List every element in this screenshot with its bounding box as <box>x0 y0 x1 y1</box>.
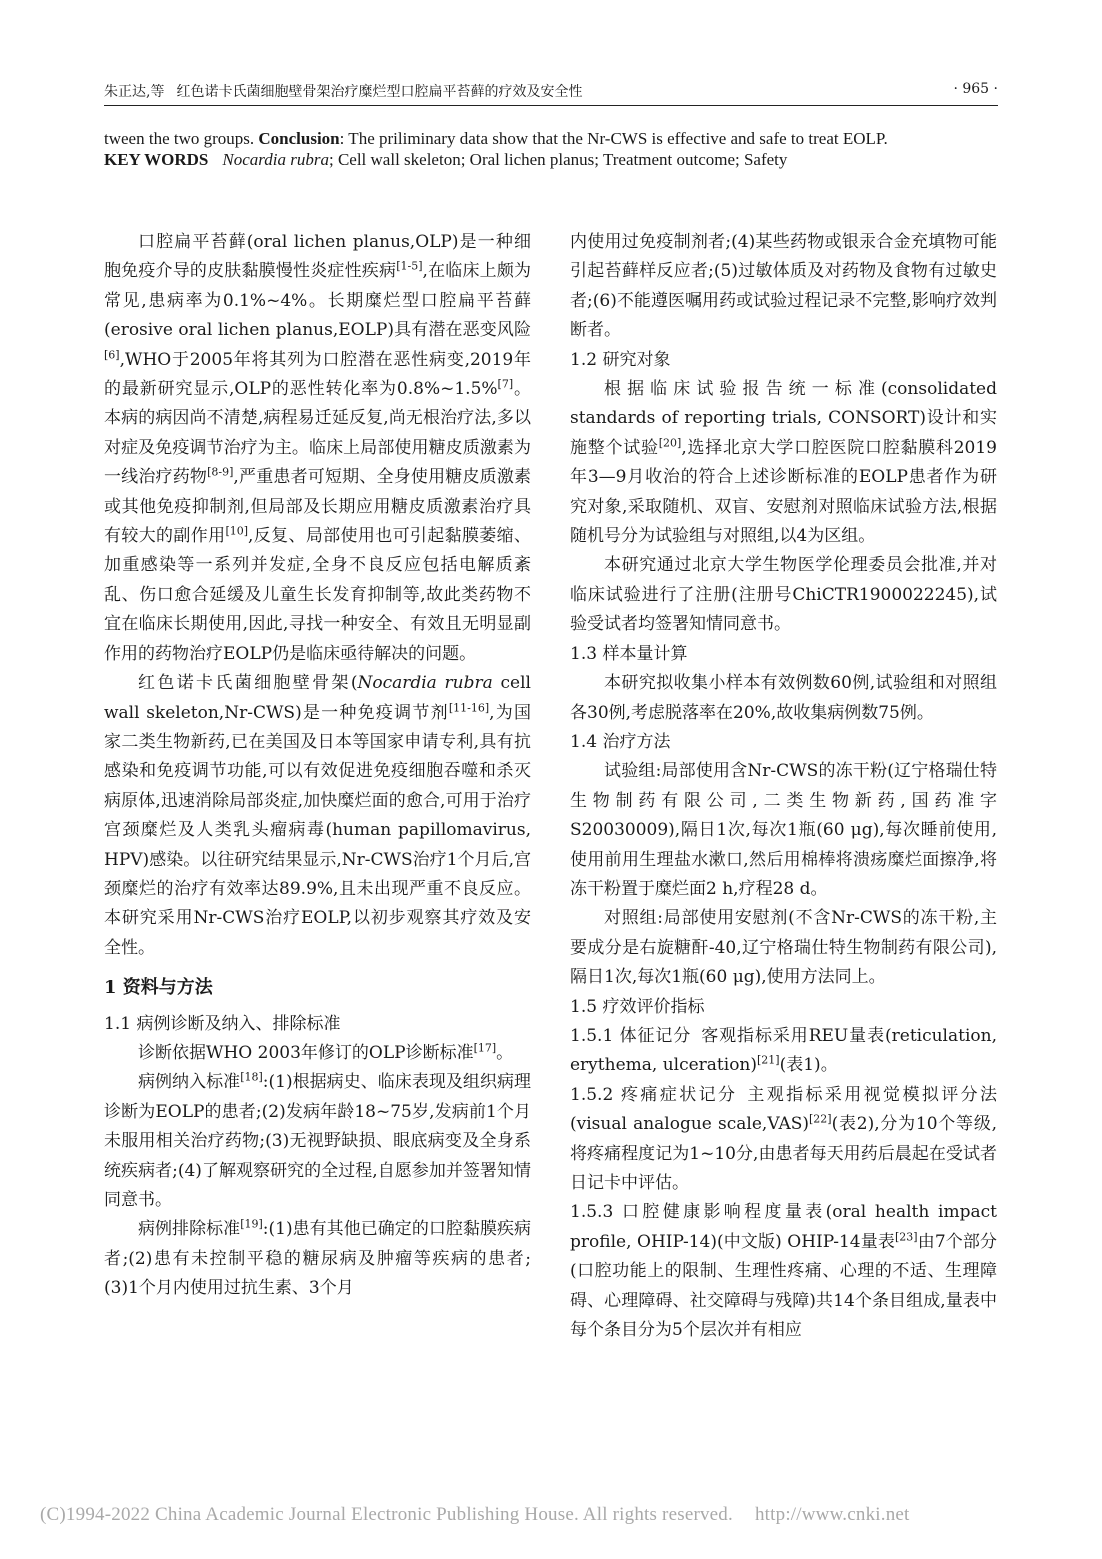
body-paragraph <box>104 1068 531 1215</box>
text: 主观指标采用视觉模拟评分法(visual analogue scale,VAS) <box>570 1084 997 1135</box>
keywords-line <box>104 149 944 170</box>
body-paragraph <box>104 228 531 669</box>
text: 病例纳入标准 <box>138 1072 241 1093</box>
subsubsection-heading: 1.5.3 口腔健康影响程度量表 <box>570 1202 826 1223</box>
body-paragraph <box>104 669 531 963</box>
text: ,反复、局部使用也可引起黏膜萎缩、加重感染等一系列并发症,全身不良反应包括电解质紊乱、伤口愈合延缓及儿童生长发育抑制等,故此类药物不宜在临床长期使用,因此,寻找一种安全、有效且无明显副作用的药物治疗EOLP仍是临床亟待解决的问题。 <box>104 526 531 664</box>
citation: [1-5] <box>396 259 423 273</box>
text: 病例排除标准 <box>138 1219 241 1240</box>
copyright-text: (C)1994-2022 China Academic Journal Electronic Publishing House. All rights reserved. <box>40 1504 733 1525</box>
keywords-text: ; Cell wall skeleton; Oral lichen planus; Treatment outcome; Safety <box>328 150 788 169</box>
section-heading: 1 资料与方法 <box>104 977 213 999</box>
running-header <box>104 79 998 106</box>
keywords-label: KEY WORDS <box>104 150 209 169</box>
body-paragraph <box>570 1198 997 1345</box>
text: 。本病的病因尚不清楚,病程易迁延反复,尚无根治疗法,多以对症及免疫调节治疗为主。临床上局部使用糖皮质激素为一线治疗药物 <box>104 379 531 488</box>
subsection-heading: 1.4 治疗方法 <box>570 731 671 752</box>
text: 口腔扁平苔藓(oral lichen planus,OLP)是一种细胞免疫介导的皮肤黏膜慢性炎症性疾病 <box>104 232 531 282</box>
body-paragraph: 试验组:局部使用含Nr-CWS的冻干粉(辽宁格瑞仕特生物制药有限公司,二类生物新药,国药准字S20030009),隔日1次,每次1瓶(60 μg),每次睡前使用,使用前用生理盐水漱口,然后用棉棒将溃疡糜烂面擦净,将冻干粉置于糜烂面2 h,疗程28 d。 <box>570 761 997 899</box>
text: ,为国家二类生物新药,已在美国及日本等国家申请专利,具有抗感染和免疫调节功能,可以有效促进免疫细胞吞噬和杀灭病原体,迅速消除局部炎症,加快糜烂面的愈合,可用于治疗宫颈糜烂及人类乳头瘤病毒(human papillomavirus, HPV)感染。以往研究结果显示,Nr-CWS治疗1个月后,宫颈糜烂的治疗有效率达89.9%,且未出现严重不良反应。本研究采用Nr-CWS治疗EOLP,以初步观察其疗效及安全性。 <box>104 702 531 958</box>
conclusion-label: Conclusion <box>258 129 340 148</box>
right-column <box>570 228 997 1345</box>
text: :(1)患有其他已确定的口腔黏膜疾病者;(2)患有未控制平稳的糖尿病及肿瘤等疾病的患者;(3)1个月内使用过抗生素、3个月 <box>104 1219 532 1299</box>
text: cell wall skeleton,Nr-CWS)是一种免疫调节剂 <box>104 673 531 723</box>
body-paragraph <box>570 1081 997 1199</box>
left-column <box>104 228 531 1304</box>
body-paragraph <box>104 1215 531 1303</box>
text: 诊断依据WHO 2003年修订的OLP诊断标准 <box>138 1042 474 1063</box>
text: 根据临床试验报告统一标准(consolidated standards of reporting trials, CONSORT)设计和实施整个试验 <box>570 379 997 458</box>
citation: [22] <box>809 1112 832 1126</box>
subsection-heading: 1.5 疗效评价指标 <box>570 996 705 1017</box>
abstract-tail <box>104 128 944 170</box>
body-paragraph: 本研究通过北京大学生物医学伦理委员会批准,并对临床试验进行了注册(注册号ChiCTR1900022245),试验受试者均签署知情同意书。 <box>570 555 997 635</box>
text: ,WHO于2005年将其列为口腔潜在恶性病变,2019年的最新研究显示,OLP的恶性转化率为0.8%~1.5% <box>104 349 531 400</box>
text: (表2),分为10个等级,将疼痛程度记为1~10分,由患者每天用药后晨起在受试者日记卡中评估。 <box>570 1114 997 1193</box>
citation: [18] <box>240 1070 263 1084</box>
text: :(1)根据病史、临床表现及组织病理诊断为EOLP的患者;(2)发病年龄18~75岁,发病前1个月未服用相关治疗药物;(3)无视野缺损、眼底病变及全身系统疾病者;(4)了解观察研究的全过程,自愿参加并签署知情同意书。 <box>104 1072 532 1210</box>
copyright-footer <box>40 1504 910 1526</box>
abstract-text: tween the two groups. <box>104 129 259 148</box>
text: 。 <box>496 1042 514 1063</box>
citation: [7] <box>497 377 514 391</box>
citation: [11-16] <box>448 700 490 714</box>
header-authors: 朱正达,等 <box>104 84 165 100</box>
citation: [21] <box>757 1053 780 1067</box>
subsubsection-heading: 1.5.2 疼痛症状记分 <box>570 1084 738 1105</box>
subsection-heading: 1.3 样本量计算 <box>570 643 688 664</box>
citation: [17] <box>473 1041 497 1055</box>
page-number: · 965 · <box>953 81 998 97</box>
text: ,在临床上颇为常见,患病率为0.1%~4%。长期糜烂型口腔扁平苔藓(erosive oral lichen planus,EOLP)具有潜在恶变风险 <box>104 261 532 341</box>
text: ,选择北京大学口腔医院口腔黏膜科2019年3—9月收治的符合上述诊断标准的EOLP患者作为研究对象,采取随机、双盲、安慰剂对照临床试验方法,根据随机号分为试验组与对照组,以4为区组。 <box>570 437 997 547</box>
body-paragraph: 本研究拟收集小样本有效例数60例,试验组和对照组各30例,考虑脱落率在20%,故收集病例数75例。 <box>570 673 997 723</box>
subsection-heading: 1.2 研究对象 <box>570 349 671 370</box>
text: 红色诺卡氏菌细胞壁骨架( <box>138 673 358 694</box>
keyword-italic: Nocardia rubra <box>222 150 329 169</box>
subsubsection-heading: 1.5.1 体征记分 <box>570 1025 692 1046</box>
conclusion-paragraph <box>104 128 944 149</box>
text: 客观指标采用REU量表(reticulation, erythema, ulceration) <box>570 1025 997 1076</box>
citation: [23] <box>894 1230 918 1244</box>
body-paragraph: 对照组:局部使用安慰剂(不含Nr-CWS的冻干粉,主要成分是右旋糖酐-40,辽宁格瑞仕特生物制药有限公司),隔日1次,每次1瓶(60 μg),使用方法同上。 <box>570 908 997 988</box>
citation: [10] <box>225 524 249 538</box>
body-paragraph <box>570 375 997 551</box>
citation: [8-9] <box>207 465 234 479</box>
body-paragraph <box>104 1039 531 1068</box>
text: ,严重患者可短期、全身使用糖皮质激素或其他免疫抑制剂,但局部及长期应用糖皮质激素治疗具有较大的副作用 <box>104 467 532 547</box>
header-left <box>104 81 582 101</box>
body-paragraph <box>570 1022 997 1081</box>
subsection-heading: 1.1 病例诊断及纳入、排除标准 <box>104 1013 341 1034</box>
italic-text: Nocardia rubra <box>357 673 493 694</box>
text: (表1)。 <box>779 1055 838 1076</box>
citation: [6] <box>104 347 120 361</box>
body-paragraph: 内使用过免疫制剂者;(4)某些药物或银汞合金充填物可能引起苔藓样反应者;(5)过敏体质及对药物及食物有过敏史者;(6)不能遵医嘱用药或试验过程记录不完整,影响疗效判断者。 <box>570 232 997 341</box>
header-title: 红色诺卡氏菌细胞壁骨架治疗糜烂型口腔扁平苔藓的疗效及安全性 <box>176 84 583 100</box>
citation: [20] <box>658 436 682 450</box>
footer-url[interactable]: http://www.cnki.net <box>754 1504 910 1525</box>
text: (oral health impact profile, OHIP-14)(中文版) OHIP-14量表 <box>570 1202 997 1252</box>
text: 由7个部分(口腔功能上的限制、生理性疼痛、心理的不适、生理障碍、心理障碍、社交障碍与残障)共14个条目组成,量表中每个条目分为5个层次并有相应 <box>570 1231 997 1341</box>
abstract-text: : The priliminary data show that the Nr-CWS is effective and safe to treat EOLP. <box>339 129 888 148</box>
citation: [19] <box>240 1217 263 1231</box>
